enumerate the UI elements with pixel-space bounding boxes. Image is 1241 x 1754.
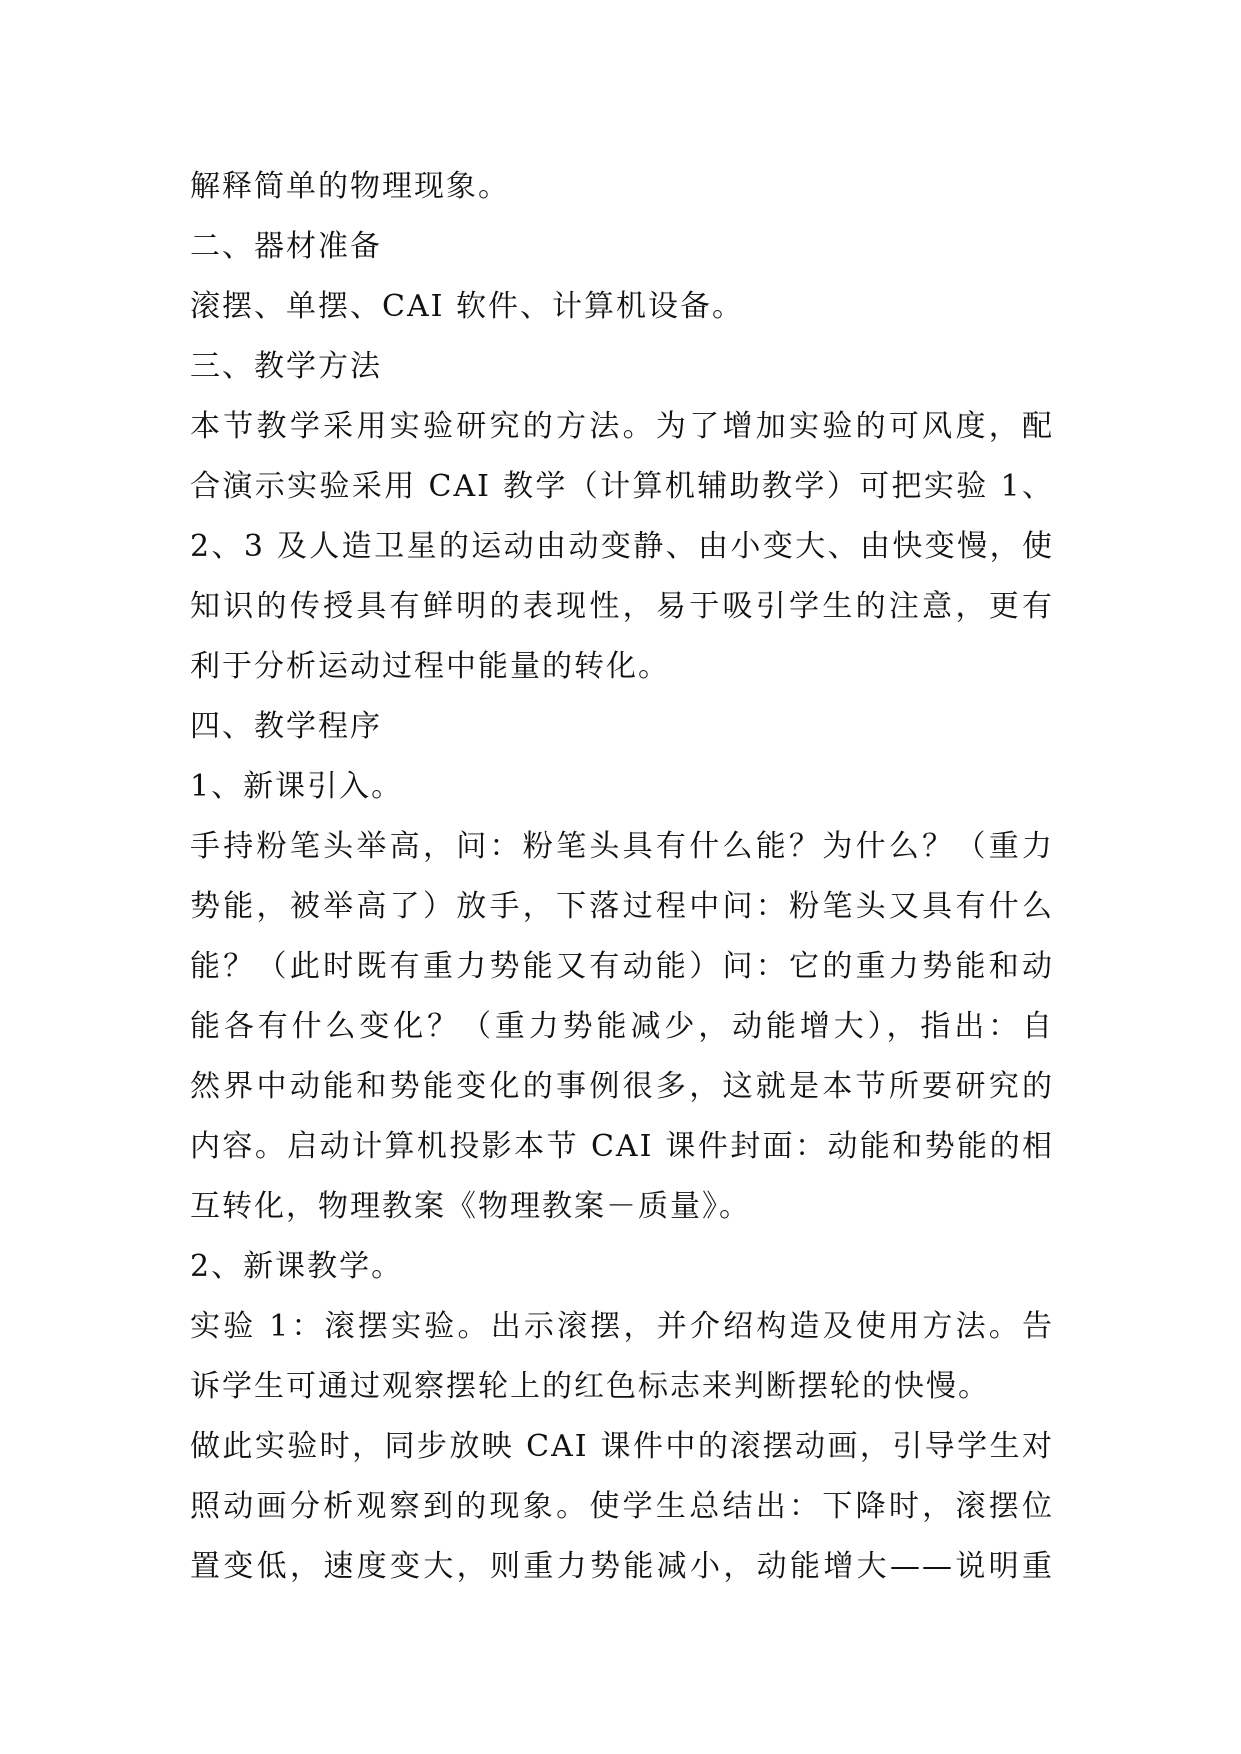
text-line: 能各有什么变化？（重力势能减少，动能增大），指出：自	[190, 1009, 1054, 1044]
text-line: 势能，被举高了）放手，下落过程中问：粉笔头又具有什么	[190, 889, 1054, 924]
section-heading: 二、器材准备	[190, 229, 382, 264]
text-line: 做此实验时，同步放映 CAI 课件中的滚摆动画，引导学生对	[190, 1429, 1054, 1464]
text-line: 解释简单的物理现象。	[190, 169, 510, 204]
text-line: 诉学生可通过观察摆轮上的红色标志来判断摆轮的快慢。	[190, 1369, 990, 1404]
text-line: 滚摆、单摆、CAI 软件、计算机设备。	[190, 289, 745, 324]
subsection-heading: 2、新课教学。	[190, 1249, 404, 1284]
text-line: 能？（此时既有重力势能又有动能）问：它的重力势能和动	[190, 949, 1054, 984]
subsection-heading: 1、新课引入。	[190, 769, 404, 804]
text-line: 本节教学采用实验研究的方法。为了增加实验的可风度，配	[190, 409, 1054, 444]
text-line: 内容。启动计算机投影本节 CAI 课件封面：动能和势能的相	[190, 1129, 1054, 1164]
text-line: 利于分析运动过程中能量的转化。	[190, 649, 670, 684]
text-line: 实验 1：滚摆实验。出示滚摆，并介绍构造及使用方法。告	[190, 1309, 1054, 1344]
document-page	[190, 157, 1054, 1597]
text-line: 置变低，速度变大，则重力势能减小，动能增大——说明重	[190, 1549, 1054, 1584]
text-line: 2、3 及人造卫星的运动由动变静、由小变大、由快变慢，使	[190, 529, 1054, 564]
text-line: 照动画分析观察到的现象。使学生总结出：下降时，滚摆位	[190, 1489, 1054, 1524]
text-line: 互转化，物理教案《物理教案－质量》。	[190, 1189, 751, 1224]
text-line: 然界中动能和势能变化的事例很多，这就是本节所要研究的	[190, 1069, 1054, 1104]
section-heading: 三、教学方法	[190, 349, 382, 384]
text-line: 合演示实验采用 CAI 教学（计算机辅助教学）可把实验 1、	[190, 469, 1054, 504]
section-heading: 四、教学程序	[190, 709, 382, 744]
text-line: 知识的传授具有鲜明的表现性，易于吸引学生的注意，更有	[190, 589, 1054, 624]
text-line: 手持粉笔头举高，问：粉笔头具有什么能？为什么？（重力	[190, 829, 1054, 864]
